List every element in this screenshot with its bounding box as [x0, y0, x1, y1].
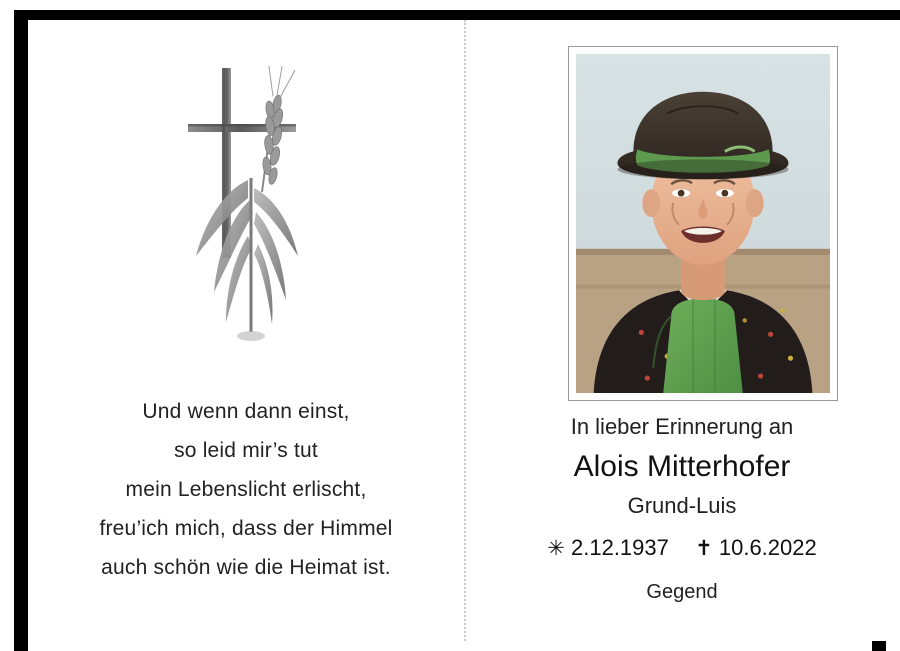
card-page: [28, 20, 900, 641]
deceased-nickname: Grund-Luis: [627, 493, 737, 518]
verse-line-4: freu’ich mich, dass der Himmel: [99, 517, 393, 540]
birth-date: 2.12.1937: [571, 535, 669, 560]
death-date: 10.6.2022: [718, 535, 817, 560]
verse-line-2: so leid mir’s tut: [174, 439, 318, 462]
scan-frame-left: [14, 10, 28, 651]
portrait-photo-frame: [568, 46, 838, 401]
birth-star-icon: ✳: [547, 537, 565, 560]
right-page: [464, 20, 900, 641]
verse-line-5: auch schön wie die Heimat ist.: [101, 556, 391, 579]
cross-with-wheat-icon: [178, 60, 328, 345]
verse-line-3: mein Lebenslicht erlischt,: [125, 478, 367, 501]
life-dates: [474, 530, 890, 567]
portrait-photo: [576, 54, 830, 393]
verse-text: [46, 392, 446, 587]
death-cross-icon: ✝: [695, 537, 713, 560]
deceased-name: Alois Mitterhofer: [573, 450, 791, 483]
left-page: [28, 20, 464, 641]
memorial-text: [474, 412, 890, 607]
memorial-intro: In lieber Erinnerung an: [570, 414, 794, 439]
place-name: Gegend: [646, 581, 718, 603]
scan-frame-top: [14, 10, 900, 20]
verse-line-1: Und wenn dann einst,: [142, 400, 350, 423]
